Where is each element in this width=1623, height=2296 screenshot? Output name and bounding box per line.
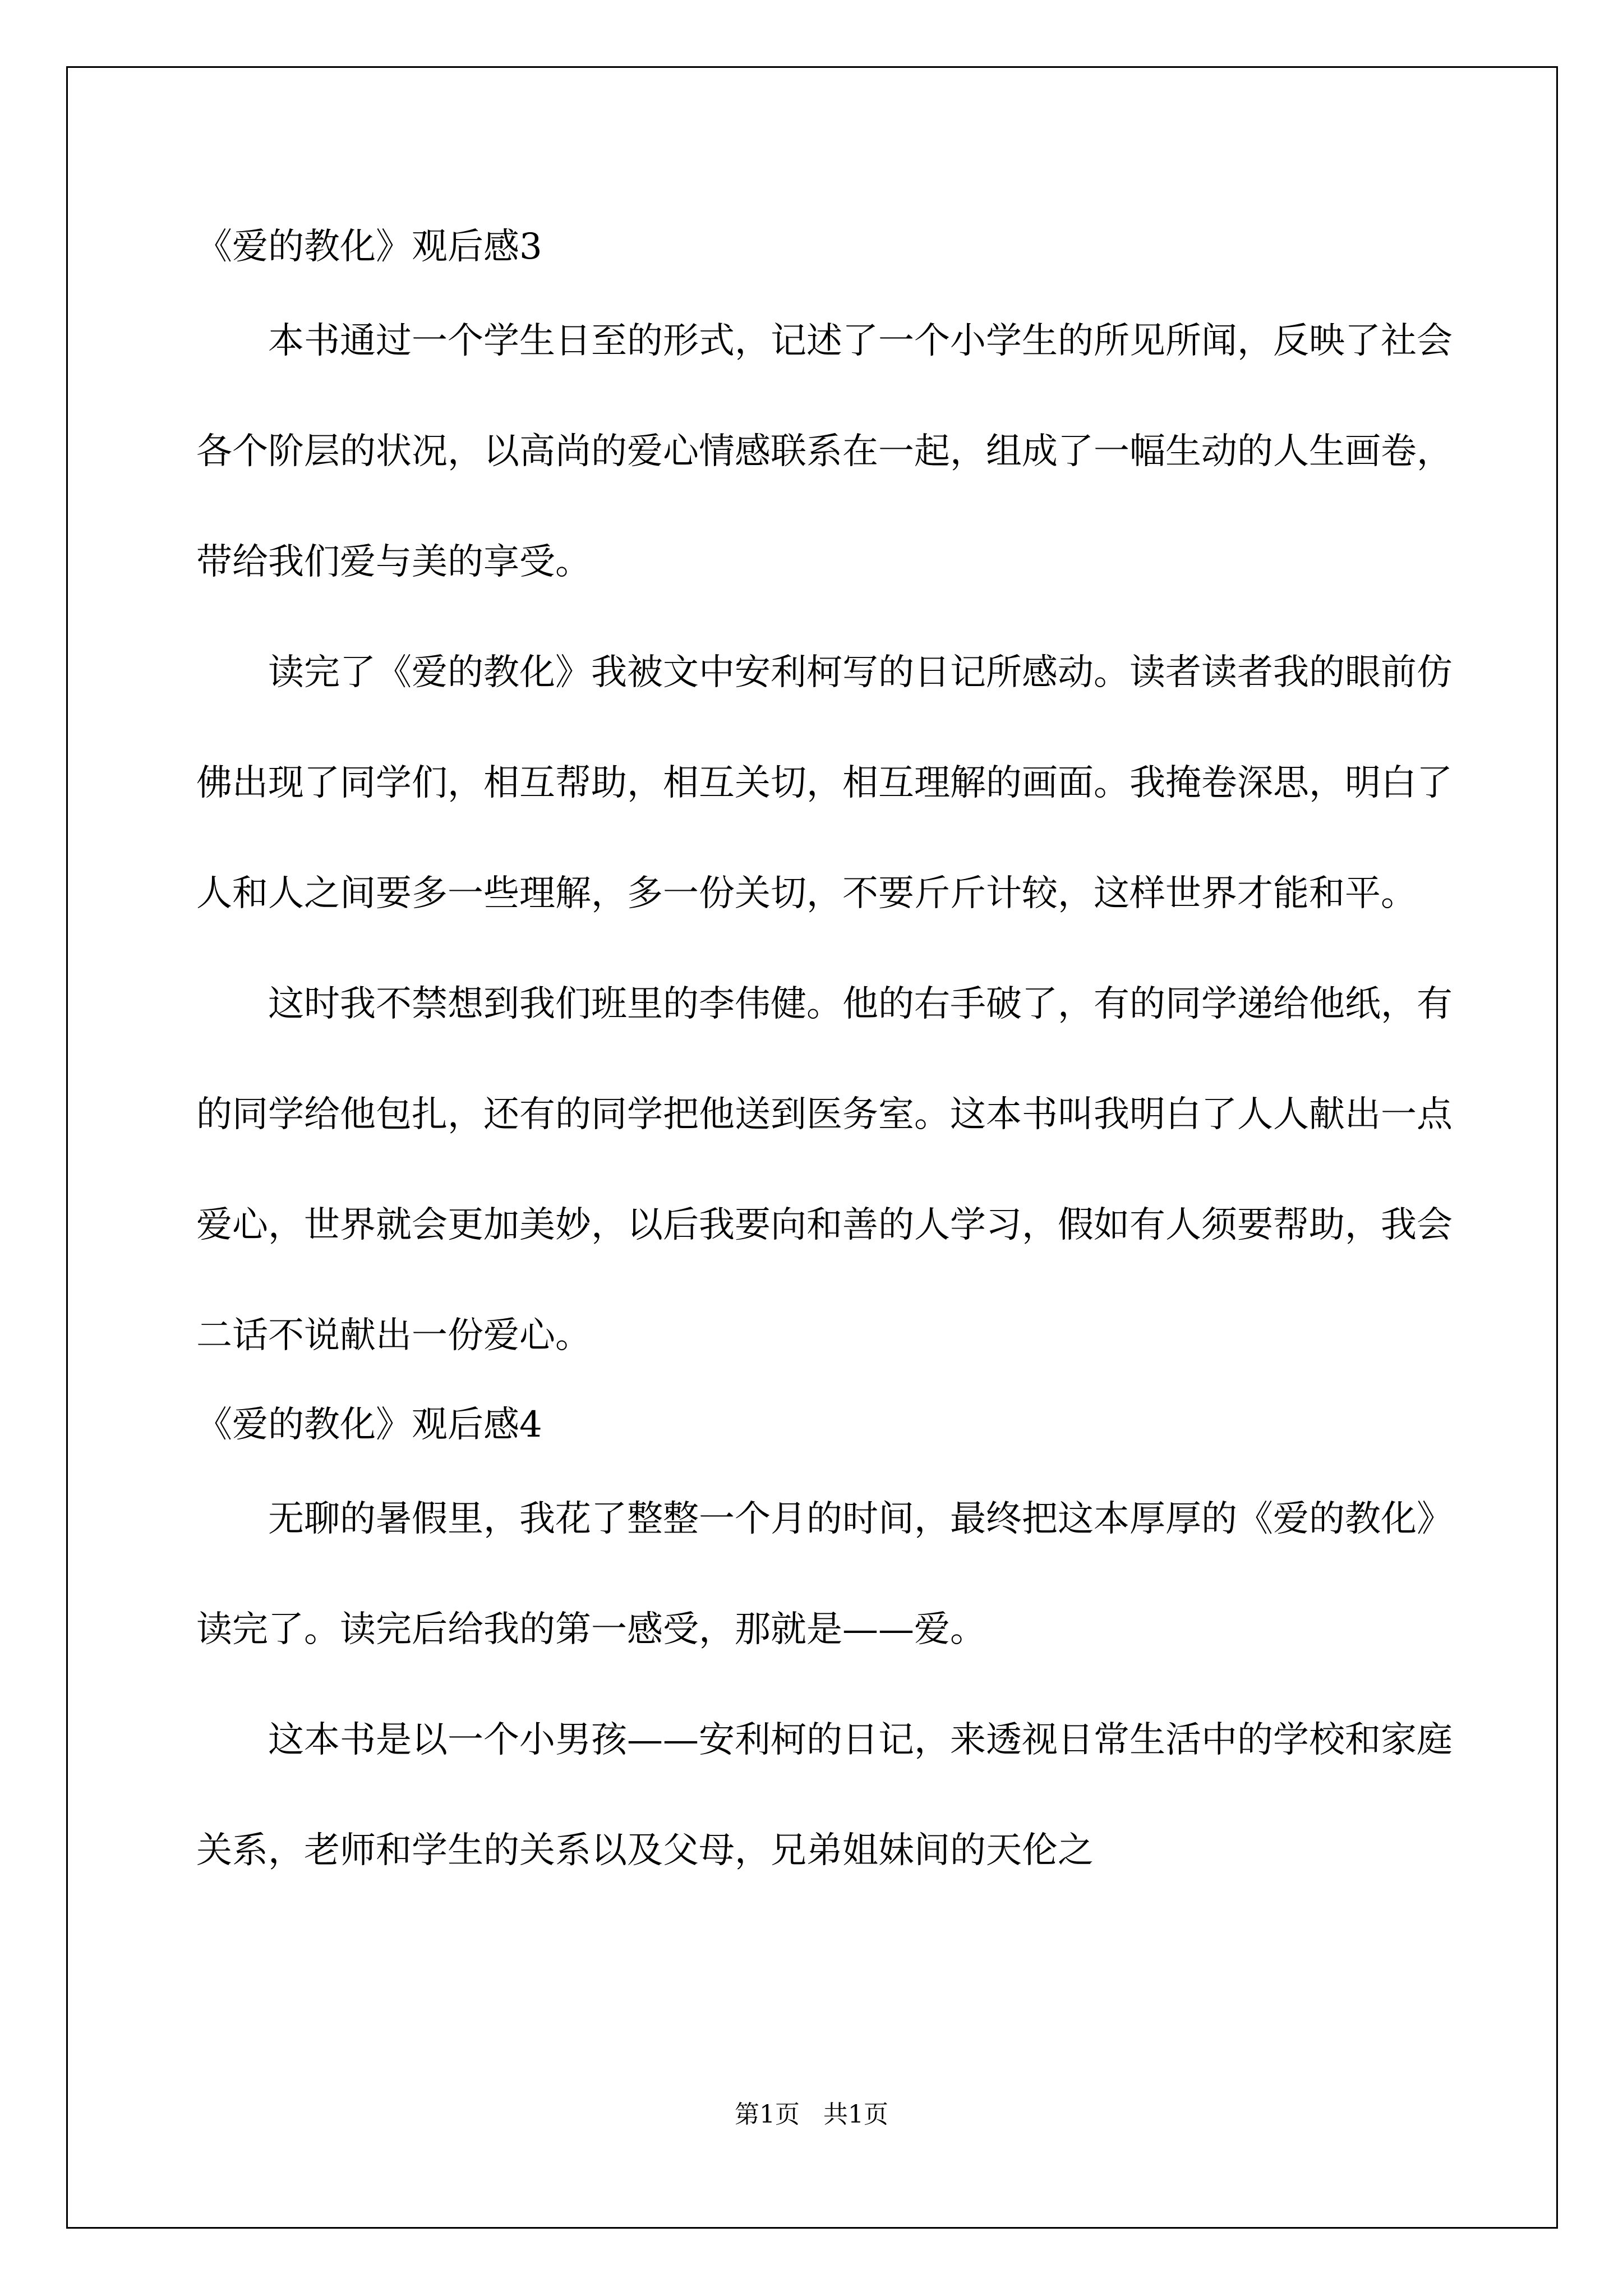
paragraph: 无聊的暑假里，我花了整整一个月的时间，最终把这本厚厚的《爱的教化》读完了。读完后给我的第一感受，那就是——爱。 xyxy=(196,1498,1453,1650)
document-body xyxy=(196,213,1453,1906)
section-title: 《爱的教化》观后感4 xyxy=(196,1404,542,1446)
paragraph: 本书通过一个学生日至的形式，记述了一个小学生的所见所闻，反映了社会各个阶层的状况，以高尚的爱心情感联系在一起，组成了一幅生动的人生画卷，带给我们爱与美的享受。 xyxy=(196,320,1453,583)
paragraph: 这时我不禁想到我们班里的李伟健。他的右手破了，有的同学递给他纸，有的同学给他包扎，还有的同学把他送到医务室。这本书叫我明白了人人献出一点爱心，世界就会更加美妙，以后我要向和善的人学习，假如有人须要帮助，我会二话不说献出一份爱心。 xyxy=(196,983,1453,1356)
section-4 xyxy=(196,1391,1453,1906)
section-3 xyxy=(196,213,1453,1391)
paragraph: 读完了《爱的教化》我被文中安利柯写的日记所感动。读者读者我的眼前仿佛出现了同学们，相互帮助，相互关切，相互理解的画面。我掩卷深思，明白了人和人之间要多一些理解，多一份关切，不要斤斤计较，这样世界才能和平。 xyxy=(196,652,1453,914)
page-footer: 第1页 共1页 xyxy=(735,2100,888,2129)
paragraph: 这本书是以一个小男孩——安利柯的日记，来透视日常生活中的学校和家庭关系，老师和学生的关系以及父母，兄弟姐妹间的天伦之 xyxy=(196,1719,1453,1871)
section-title: 《爱的教化》观后感3 xyxy=(196,226,542,268)
